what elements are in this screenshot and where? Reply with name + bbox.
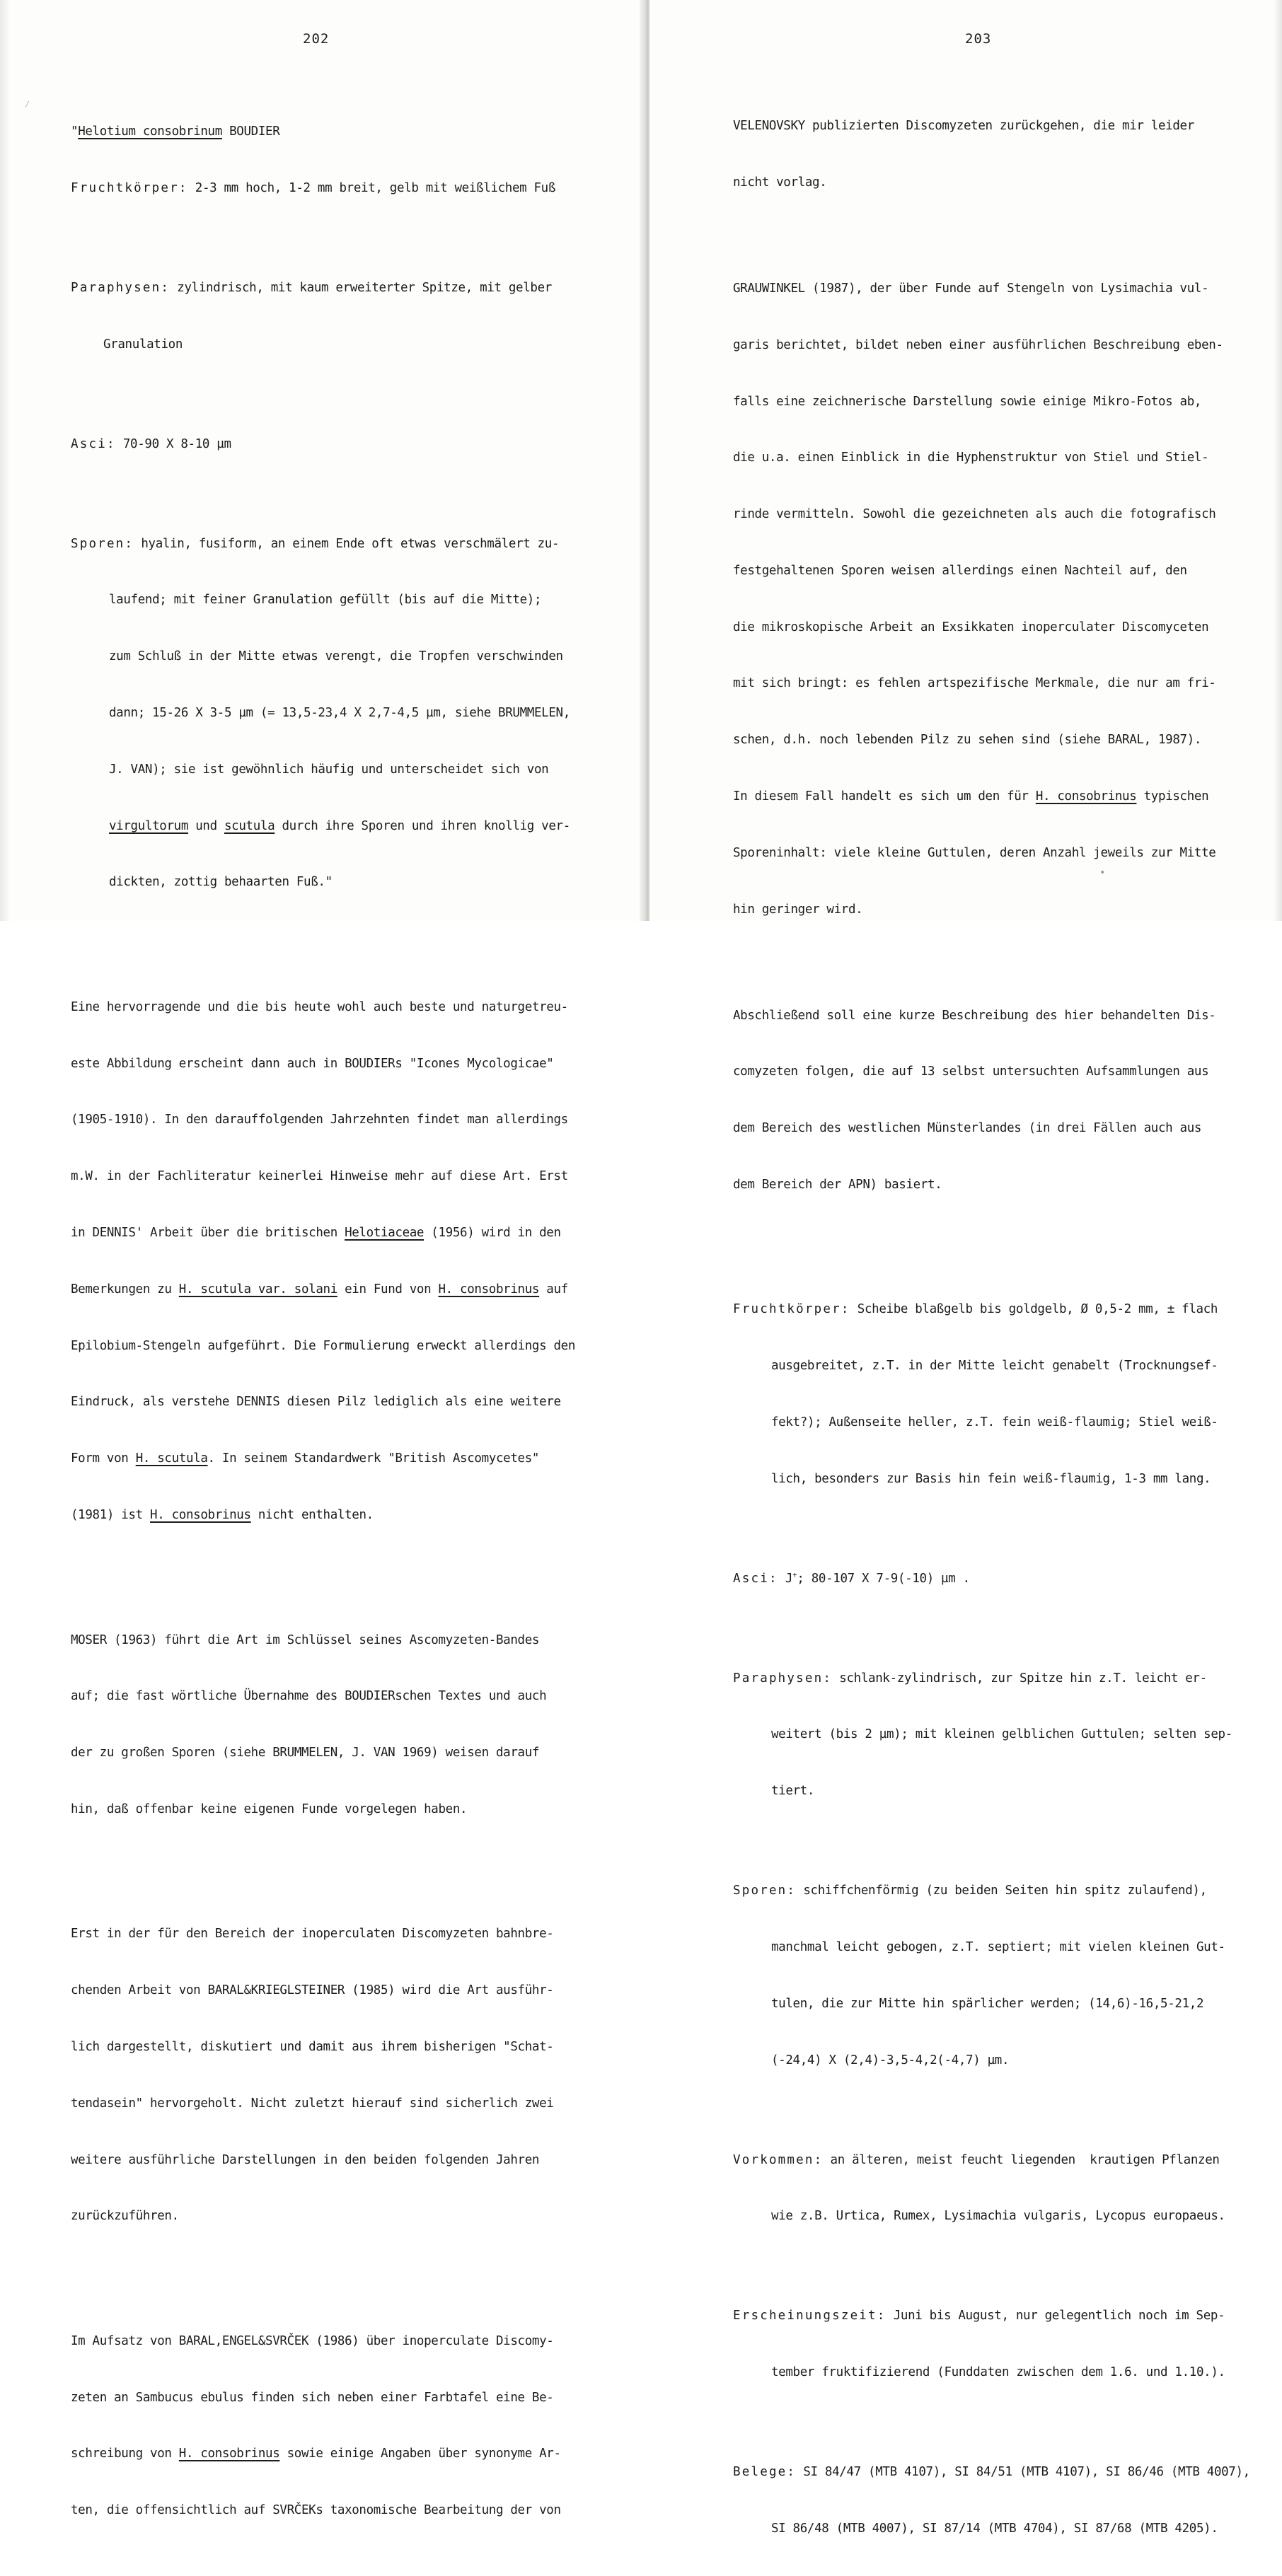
- taxon-name: H. scutula var. solani: [178, 1282, 337, 1296]
- description-sporen: Sporen: schiffchenförmig (zu beiden Seiten hin spitz zulaufend),: [733, 1884, 1207, 1898]
- description-fruchtkoerper: Fruchtkörper: 2-3 mm hoch, 1-2 mm breit, gelb mit weißlichem Fuß: [71, 180, 556, 195]
- description-paraphysen: Paraphysen: schlank-zylindrisch, zur Spitze hin z.T. leicht er-: [733, 1671, 1207, 1686]
- paragraph-line: hin, daß offenbar keine eigenen Funde vorgelegen haben.: [71, 1802, 468, 1816]
- paragraph-line: GRAUWINKEL (1987), der über Funde auf Stengeln von Lysimachia vul-: [733, 281, 1209, 296]
- paragraph-line: Bemerkungen zu H. scutula var. solani ein Fund von H. consobrinus auf: [71, 1282, 568, 1296]
- paragraph-line: in DENNIS' Arbeit über die britischen Helotiaceae (1956) wird in den: [71, 1226, 561, 1241]
- taxon-name: H. consobrinus: [178, 2447, 280, 2461]
- paragraph-line: schen, d.h. noch lebenden Pilz zu sehen sind (siehe BARAL, 1987).: [733, 733, 1202, 748]
- paragraph-line: Abschließend soll eine kurze Beschreibung des hier behandelten Dis-: [733, 1008, 1216, 1023]
- paragraph-line: hin geringer wird.: [733, 902, 863, 917]
- page-edge-shadow: [1274, 0, 1282, 921]
- paragraph-line: (1905-1910). In den darauffolgenden Jahrzehnten findet man allerdings: [71, 1113, 568, 1127]
- paragraph-line: Form von H. scutula. In seinem Standardwerk "British Ascomycetes": [71, 1451, 540, 1466]
- paragraph-line: dem Bereich des westlichen Münsterlandes (in drei Fällen auch aus: [733, 1121, 1202, 1136]
- paragraph-line: die mikroskopische Arbeit an Exsikkaten inoperculater Discomyceten: [733, 620, 1209, 634]
- paragraph-line: Sporeninhalt: viele kleine Guttulen, deren Anzahl jeweils zur Mitte: [733, 845, 1216, 860]
- taxon-name: virgultorum: [109, 818, 189, 833]
- paragraph-line: este Abbildung erscheint dann auch in BOUDIERs "Icones Mycologicae": [71, 1056, 554, 1071]
- paragraph-line: tendasein" hervorgeholt. Nicht zuletzt hierauf sind sicherlich zwei: [71, 2096, 554, 2111]
- paragraph-line: chenden Arbeit von BARAL&KRIEGLSTEINER (1985) wird die Art ausführ-: [71, 1983, 554, 1998]
- taxon-name: H. consobrinus: [150, 1507, 251, 1522]
- description-sporen: Sporen: hyalin, fusiform, an einem Ende oft etwas verschmälert zu-: [71, 536, 560, 551]
- paragraph-line: ten, die offensichtlich auf SVRČEKs taxonomische Bearbeitung der von: [71, 2503, 561, 2518]
- paragraph-line: MOSER (1963) führt die Art im Schlüssel seines Ascomyzeten-Bandes: [71, 1632, 540, 1647]
- taxon-name: Helotiaceae: [345, 1226, 425, 1241]
- paragraph-line: weitere ausführliche Darstellungen in den beiden folgenden Jahren: [71, 2152, 540, 2167]
- right-page: [649, 0, 1282, 2536]
- species-heading: "Helotium consobrinum BOUDIER: [71, 124, 280, 139]
- taxon-name: H. scutula: [135, 1451, 208, 1466]
- paragraph-line: Eine hervorragende und die bis heute wohl auch beste und naturgetreu-: [71, 999, 568, 1014]
- page-number: 203: [965, 31, 992, 47]
- description-asci: Asci: J+; 80-107 X 7-9(-10) µm .: [733, 1570, 970, 1586]
- paragraph-line: VELENOVSKY publizierten Discomyzeten zurückgehen, die mir leider: [733, 119, 1194, 134]
- taxon-name: Helotium consobrinum: [78, 124, 222, 139]
- page-edge-shadow: [0, 0, 10, 921]
- description-erscheinungszeit: Erscheinungszeit: Juni bis August, nur gelegentlich noch im Sep-: [733, 2309, 1225, 2323]
- left-page-text: "Helotium consobrinum BOUDIER Fruchtkörper: 2-3 mm hoch, 1-2 mm breit, gelb mit weißlichem Fuß Paraphysen: zylindrisch, mit kaum erweiterter Spitze, mit gelber Granulation Asci: 70-90 X 8-10 µm Sporen: hyalin, fusiform, an einem Ende oft etwas verschmälert zu- laufend; mit feiner Granulation gefüllt (bis auf die Mitte); zum Schluß in der Mitte etwas verengt, die Tropfen verschwinden dann; 15-26 X 3-5 µm (= 13,5-23,4 X 2,7-4,5 µm, siehe BRUMMELEN, J. VAN); sie ist gewöhnlich häufig und unterscheidet sich von virgultorum und scutula durch ihre Sporen und ihren knollig ver- dickten, zottig behaarten Fuß." Eine hervorragende und die bis heute wohl auch beste und naturgetreu- este Abbildung erscheint dann auch in BOUDIERs "Icones Mycologicae" (1905-1910). In den darauffolgenden Jahrzehnten findet man allerdings m.W. in der Fachliteratur keinerlei Hinweise mehr auf diese Art. Erst in DENNIS' Arbeit über die britischen Helotiaceae (1956) wird in den Bemerkungen zu H. scutula var. solani ein Fund von H. consobrinus auf Epilobium-Stengeln aufgeführt. Die Formulierung erweckt allerdings den Eindruck, als verstehe DENNIS diesen Pilz lediglich als eine weitere Form von H. scutula. In seinem Standardwerk "British Ascomycetes" (1981) ist H. consobrinus nicht enthalten. MOSER (1963) führt die Art im Schlüssel seines Ascomyzeten-Bandes auf; die fast wörtliche Übernahme des BOUDIERschen Textes und auch der zu großen Sporen (siehe BRUMMELEN, J. VAN 1969) weisen darauf hin, daß offenbar keine eigenen Funde vorgelegen haben. Erst in der für den Bereich der inoperculaten Discomyzeten bahnbre- chenden Arbeit von BARAL&KRIEGLSTEINER (1985) wird die Art ausführ- lich dargestellt, diskutiert und damit aus ihrem bisherigen "Schat- tendasein" hervorgeholt. Nicht zuletzt hierauf sind sicherlich zwei weitere ausführliche Darstellungen in den beiden folgenden Jahren zurückzuführen. Im Aufsatz von BARAL,ENGEL&SVRČEK (1986) über inoperculate Discomy- zeten an Sambucus ebulus finden sich neben einer Farbtafel eine Be- schreibung von H. consobrinus sowie einige Angaben über synonyme Ar- ten, die offensichtlich auf SVRČEKs taxonomische Bearbeitung der von: [71, 85, 575, 2558]
- paragraph-line: Im Aufsatz von BARAL,ENGEL&SVRČEK (1986) über inoperculate Discomy-: [71, 2333, 554, 2348]
- paragraph-line: Erst in der für den Bereich der inoperculaten Discomyzeten bahnbre-: [71, 1927, 554, 1942]
- taxon-name: H. consobrinus: [438, 1282, 540, 1296]
- paragraph-line: auf; die fast wörtliche Übernahme des BOUDIERschen Textes und auch: [71, 1689, 547, 1704]
- paragraph-line: festgehaltenen Sporen weisen allerdings einen Nachteil auf, den: [733, 563, 1187, 578]
- left-page: [0, 0, 644, 2518]
- paragraph-line: Eindruck, als verstehe DENNIS diesen Pilz lediglich als eine weitere: [71, 1395, 561, 1410]
- paragraph-line: lich dargestellt, diskutiert und damit aus ihrem bisherigen "Schat-: [71, 2039, 554, 2054]
- paragraph-line: m.W. in der Fachliteratur keinerlei Hinweise mehr auf diese Art. Erst: [71, 1169, 568, 1184]
- paragraph-line: der zu großen Sporen (siehe BRUMMELEN, J. VAN 1969) weisen darauf: [71, 1746, 540, 1760]
- paragraph-line: garis berichtet, bildet neben einer ausführlichen Beschreibung eben-: [733, 337, 1223, 352]
- paragraph-line: zurückzuführen.: [71, 2209, 179, 2224]
- paragraph-line: In diesem Fall handelt es sich um den für H. consobrinus typischen: [733, 789, 1209, 803]
- right-page-text: VELENOVSKY publizierten Discomyzeten zurückgehen, die mir leider nicht vorlag. GRAUWINKEL (1987), der über Funde auf Stengeln von Lysimachia vul- garis berichtet, bildet neben einer ausführlichen Beschreibung eben- falls eine zeichnerische Darstellung sowie einige Mikro-Fotos ab, die u.a. einen Einblick in die Hyphenstruktur von Stiel und Stiel- rinde vermitteln. Sowohl die gezeichneten als auch die fotografisch festgehaltenen Sporen weisen allerdings einen Nachteil auf, den die mikroskopische Arbeit an Exsikkaten inoperculater Discomyceten mit sich bringt: es fehlen artspezifische Merkmale, die nur am fri- schen, d.h. noch lebenden Pilz zu sehen sind (siehe BARAL, 1987). In diesem Fall handelt es sich um den für H. consobrinus typischen Sporeninhalt: viele kleine Guttulen, deren Anzahl jeweils zur Mitte hin geringer wird. Abschließend soll eine kurze Beschreibung des hier behandelten Dis- comyzeten folgen, die auf 13 selbst untersuchten Aufsammlungen aus dem Bereich des westlichen Münsterlandes (in drei Fällen auch aus dem Bereich der APN) basiert. Fruchtkörper: Scheibe blaßgelb bis goldgelb, Ø 0,5-2 mm, ± flach ausgebreitet, z.T. in der Mitte leicht genabelt (Trocknungsef- fekt?); Außenseite heller, z.T. fein weiß-flaumig; Stiel weiß- lich, besonders zur Basis hin fein weiß-flaumig, 1-3 mm lang. Asci: J+; 80-107 X 7-9(-10) µm . Paraphysen: schlank-zylindrisch, zur Spitze hin z.T. leicht er- weitert (bis 2 µm); mit kleinen gelblichen Guttulen; selten sep- tiert. Sporen: schiffchenförmig (zu beiden Seiten hin spitz zulaufend), manchmal leicht gebogen, z.T. septiert; mit vielen kleinen Gut- tulen, die zur Mitte hin spärlicher werden; (14,6)-16,5-21,2 (-24,4) X (2,4)-3,5-4,2(-4,7) µm. Vorkommen: an älteren, meist feucht liegenden krautigen Pflanzen wie z.B. Urtica, Rumex, Lysimachia vulgaris, Lycopus europaeus. Erscheinungszeit: Juni bis August, nur gelegentlich noch im Sep- tember fruktifizierend (Funddaten zwischen dem 1.6. und 1.10.). Belege: SI 84/47 (MTB 4107), SI 84/51 (MTB 4107), SI 86/46 (MTB 4007), SI 86/48 (MTB 4007), SI 87/14 (MTB 4704), SI 87/68 (MTB 4205).: [733, 79, 1250, 2576]
- taxon-name: H. consobrinus: [1035, 789, 1137, 803]
- paragraph-line: schreibung von H. consobrinus sowie einige Angaben über synonyme Ar-: [71, 2447, 561, 2461]
- paragraph-line: comyzeten folgen, die auf 13 selbst untersuchten Aufsammlungen aus: [733, 1064, 1209, 1079]
- description-belege: Belege: SI 84/47 (MTB 4107), SI 84/51 (MTB 4107), SI 86/46 (MTB 4007),: [733, 2465, 1250, 2480]
- paragraph-line: falls eine zeichnerische Darstellung sowie einige Mikro-Fotos ab,: [733, 394, 1202, 409]
- paragraph-line: Epilobium-Stengeln aufgeführt. Die Formulierung erweckt allerdings den: [71, 1338, 576, 1353]
- paragraph-line: rinde vermitteln. Sowohl die gezeichneten als auch die fotografisch: [733, 507, 1216, 522]
- description-fruchtkoerper: Fruchtkörper: Scheibe blaßgelb bis goldgelb, Ø 0,5-2 mm, ± flach: [733, 1302, 1218, 1317]
- speck-mark-icon: •: [1099, 867, 1106, 878]
- paragraph-line: zeten an Sambucus ebulus finden sich neben einer Farbtafel eine Be-: [71, 2390, 554, 2405]
- paragraph-line: (1981) ist H. consobrinus nicht enthalten.: [71, 1507, 374, 1522]
- description-vorkommen: Vorkommen: an älteren, meist feucht liegenden krautigen Pflanzen: [733, 2152, 1220, 2167]
- taxon-name: scutula: [224, 818, 275, 833]
- description-paraphysen: Paraphysen: zylindrisch, mit kaum erweiterter Spitze, mit gelber: [71, 280, 552, 295]
- description-asci: Asci: 70-90 X 8-10 µm: [71, 436, 231, 451]
- page-number: 202: [303, 31, 330, 47]
- paragraph-line: mit sich bringt: es fehlen artspezifische Merkmale, die nur am fri-: [733, 676, 1216, 691]
- paragraph-line: dem Bereich der APN) basiert.: [733, 1177, 942, 1192]
- paragraph-line: nicht vorlag.: [733, 175, 827, 190]
- paragraph-line: die u.a. einen Einblick in die Hyphenstruktur von Stiel und Stiel-: [733, 451, 1209, 465]
- pen-mark-icon: ⁄: [24, 99, 30, 110]
